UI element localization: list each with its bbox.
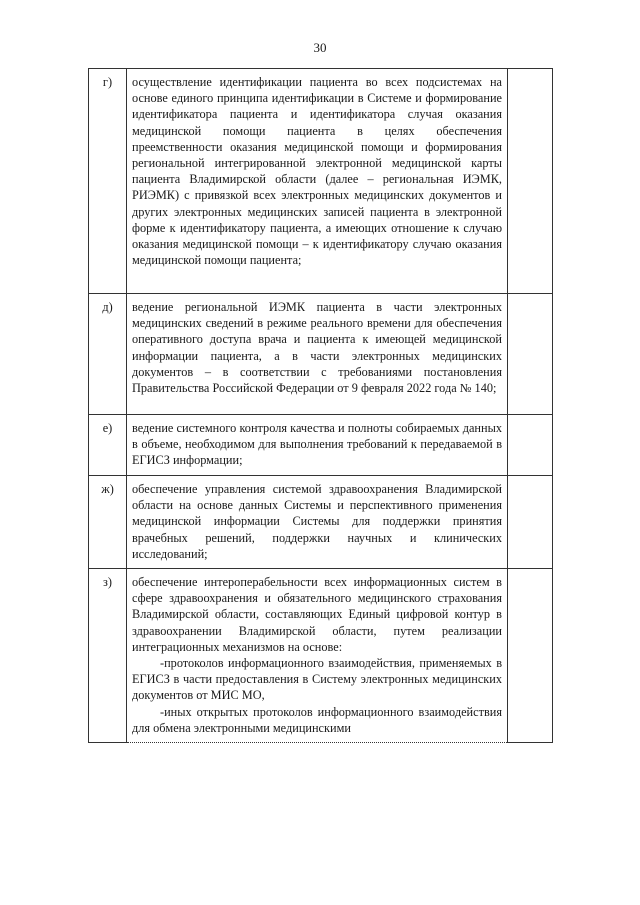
item-letter: г) (89, 69, 127, 294)
empty-cell (508, 569, 553, 743)
table-row (89, 415, 553, 476)
table-row (89, 476, 553, 569)
paragraph: ведение региональной ИЭМК пациента в части электронных медицинских сведений в режиме реального времени для обеспечения оперативного доступа врача и пациента к имеющей медицинской информации пациента, а в части электронных медицинских документов – в соответствии с требованиями постановления Правительства Российской Федерации от 9 февраля 2022 года № 140; (132, 300, 502, 396)
paragraph: обеспечение управления системой здравоохранения Владимирской области на основе данных Системы и перспективного применения медицинской информации Системы для поддержки принятия врачебных решений, поддержки научных и клинических исследований; (132, 482, 502, 561)
table-row (89, 294, 553, 415)
table-row (89, 569, 553, 743)
item-letter: д) (89, 294, 127, 415)
paragraph: ведение системного контроля качества и полноты собираемых данных в объеме, необходимом для выполнения требований к передаваемой в ЕГИСЗ информации; (132, 421, 502, 468)
empty-cell (508, 69, 553, 294)
paragraph: осуществление идентификации пациента во всех подсистемах на основе единого принципа идентификации в Системе и формирование идентификатора пациента и идентификатора случая оказания медицинской помощи пациента в целях обеспечения преемственности оказания медицинской помощи и формирования региональной интегрированной электронной медицинской карты пациента Владимирской области (далее – региональная ИЭМК, РИЭМК) с привязкой всех электронных медицинских документов и других электронных медицинских записей пациента в электронной форме к идентификатору пациента, а имеющих отношение к случаю оказания медицинской помощи – к идентификатору случаю оказания медицинской помощи пациента; (132, 75, 502, 268)
document-table (88, 68, 553, 743)
item-letter: з) (89, 569, 127, 743)
page-number: 30 (313, 40, 327, 55)
paragraph: обеспечение интероперабельности всех информационных систем в сфере здравоохранения и обязательного медицинского страхования Владимирской области, составляющих Единый цифровой контур в здравоохранении Владимирской области, путем реализации интеграционных механизмов на основе: (132, 575, 502, 654)
table-row (89, 69, 553, 294)
item-text (127, 476, 508, 569)
empty-cell (508, 476, 553, 569)
item-letter: ж) (89, 476, 127, 569)
paragraph: -иных открытых протоколов информационного взаимодействия для обмена электронными медицинскими (132, 704, 502, 735)
item-text (127, 569, 508, 743)
item-text (127, 415, 508, 476)
item-letter: е) (89, 415, 127, 476)
item-text (127, 69, 508, 294)
item-text (127, 294, 508, 415)
empty-cell (508, 415, 553, 476)
empty-cell (508, 294, 553, 415)
paragraph: -протоколов информационного взаимодействия, применяемых в ЕГИСЗ в части предоставления в Систему электронных медицинских документов от МИС МО, (132, 656, 502, 703)
